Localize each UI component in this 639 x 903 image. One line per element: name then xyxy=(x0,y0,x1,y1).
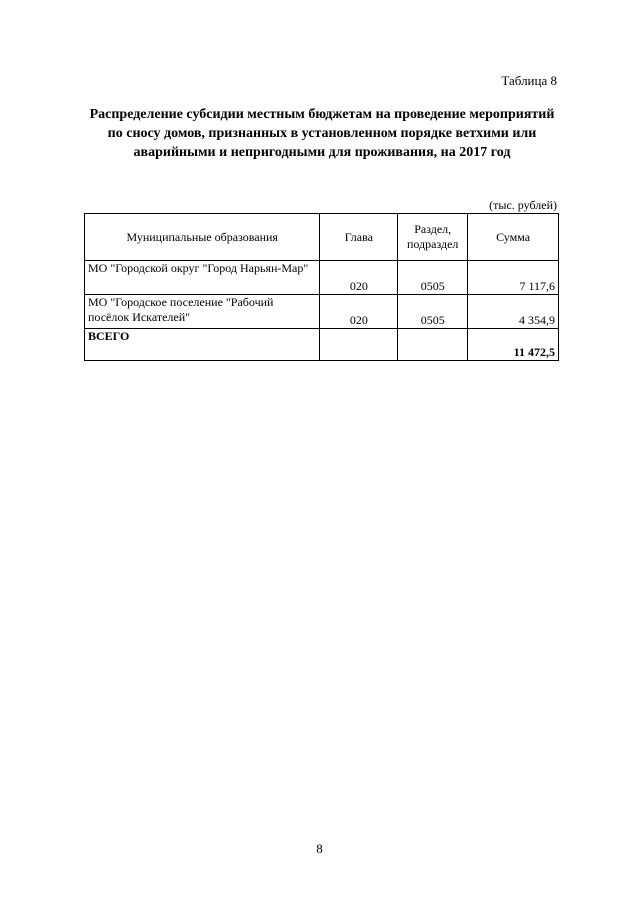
table-row xyxy=(85,295,559,329)
table-header-row xyxy=(85,214,559,261)
total-row xyxy=(85,329,559,361)
total-label: ВСЕГО xyxy=(85,329,320,361)
cell-razdel: 0505 xyxy=(398,295,468,329)
subsidy-table xyxy=(84,213,559,361)
page-number: 8 xyxy=(316,841,323,856)
cell-sum: 4 354,9 xyxy=(468,295,559,329)
total-sum: 11 472,5 xyxy=(468,329,559,361)
header-razdel: Раздел, подраздел xyxy=(398,214,468,261)
cell-municipality: МО "Городское поселение "Рабочий посёлок Искателей" xyxy=(85,295,320,329)
cell-razdel: 0505 xyxy=(398,261,468,295)
cell-glava: 020 xyxy=(320,295,398,329)
header-municipality: Муниципальные образования xyxy=(85,214,320,261)
table-row xyxy=(85,261,559,295)
document-title: Распределение субсидии местным бюджетам на проведение мероприятий по сносу домов, признанных в установленном порядке ветхими или аварийными и непригодными для проживания, на 2017 год xyxy=(89,107,555,160)
units-label: (тыс. рублей) xyxy=(489,198,557,212)
header-sum: Сумма xyxy=(468,214,559,261)
total-razdel-empty xyxy=(398,329,468,361)
cell-sum: 7 117,6 xyxy=(468,261,559,295)
total-glava-empty xyxy=(320,329,398,361)
cell-glava: 020 xyxy=(320,261,398,295)
table-number: Таблица 8 xyxy=(501,73,557,88)
header-glava: Глава xyxy=(320,214,398,261)
cell-municipality: МО "Городской округ "Город Нарьян-Мар" xyxy=(85,261,320,295)
